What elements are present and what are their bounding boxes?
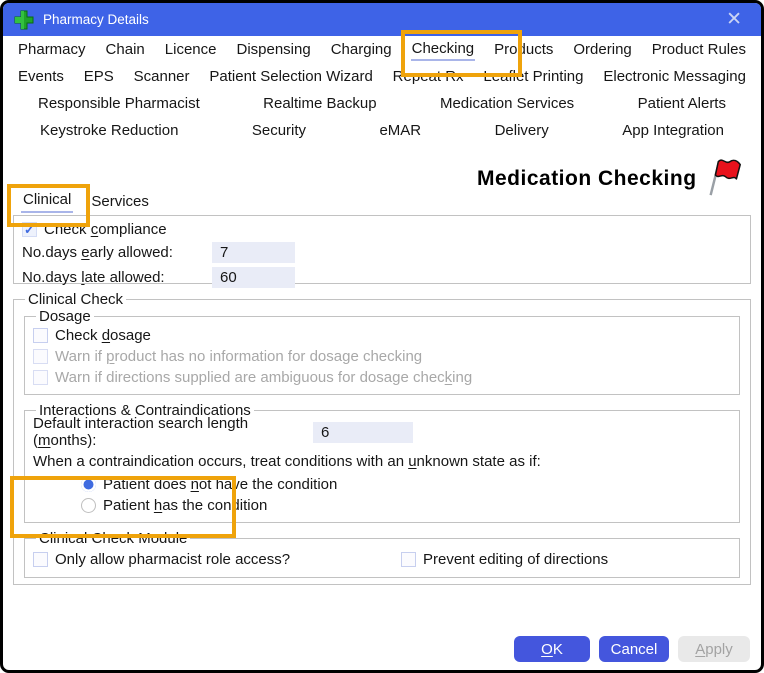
dosage-group [24,308,740,395]
tab-licence[interactable]: Licence [164,41,217,58]
subtab-clinical[interactable]: Clinical [21,189,73,213]
pharmacy-cross-icon [14,10,34,30]
dosage-legend: Dosage [39,308,91,325]
radio-selected-icon [81,477,96,492]
title-bar [3,3,761,36]
close-icon[interactable]: ✕ [726,9,742,30]
radio-not-have-condition[interactable] [81,474,731,495]
apply-button[interactable]: A pply [678,636,750,662]
tab-pharmacy[interactable]: Pharmacy [18,41,86,58]
prevent-editing-checkbox[interactable] [401,549,608,570]
radio-has-label: Patient has the condition [103,497,268,514]
annotation-text: Medication Checking [477,167,697,190]
tab-patient-selection-wizard[interactable]: Patient Selection Wizard [209,68,373,85]
check-compliance-label: Check compliance [44,221,167,238]
checkbox-unchecked-icon [33,328,48,343]
tab-responsible-pharmacist[interactable]: Responsible Pharmacist [38,95,200,112]
days-late-label: No.days late allowed: [22,269,165,286]
pharmacist-role-checkbox[interactable] [33,549,290,570]
tab-charging[interactable]: Charging [330,41,392,58]
contraindication-intro: When a contraindication occurs, treat conditions with an unknown state as if: [33,453,541,470]
tab-patient-alerts[interactable]: Patient Alerts [637,95,726,112]
warn-no-information-label: Warn if product has no information for dosage checking [55,348,423,365]
check-dosage-label: Check dosage [55,327,151,344]
tab-keystroke-reduction[interactable]: Keystroke Reduction [40,122,179,139]
days-early-row [22,240,742,265]
tab-row-3 [3,90,761,117]
tab-delivery[interactable]: Delivery [494,122,549,139]
tab-row-2 [3,63,761,90]
days-late-row [22,265,742,290]
tab-chain[interactable]: Chain [105,41,145,58]
tab-leaflet-printing[interactable]: Leaflet Printing [483,68,584,85]
days-late-input[interactable]: 60 [212,267,295,288]
interactions-group [24,402,740,523]
warn-ambiguous-label: Warn if directions supplied are ambiguous for dosage checking [55,369,473,386]
interactions-legend: Interactions & Contraindications [39,402,251,419]
tab-realtime-backup[interactable]: Realtime Backup [263,95,377,112]
medication-checking-annotation [477,160,745,198]
tab-repeat-rx[interactable]: Repeat Rx [392,68,464,85]
checkbox-unchecked-icon [33,552,48,567]
checkbox-unchecked-icon [33,349,48,364]
warn-no-information-checkbox [33,346,731,367]
tab-medication-services[interactable]: Medication Services [439,95,575,112]
tab-eps[interactable]: EPS [83,68,114,85]
window-title: Pharmacy Details [43,12,149,27]
tab-products[interactable]: Products [494,41,554,58]
clinical-check-module-legend: Clinical Check Module [39,530,188,547]
clinical-check-group [13,291,751,585]
prevent-editing-label: Prevent editing of directions [423,550,609,568]
tab-dispensing[interactable]: Dispensing [236,41,311,58]
tab-scanner[interactable]: Scanner [133,68,190,85]
tab-checking[interactable]: Checking [411,38,476,61]
tab-product-rules[interactable]: Product Rules [651,41,746,58]
red-flag-icon [703,156,745,198]
interaction-search-row [33,415,731,449]
interaction-search-label: Default interaction search length (months): [33,415,249,449]
pharmacist-role-label: Only allow pharmacist role access? [55,550,291,568]
tab-app-integration[interactable]: App Integration [622,122,724,139]
check-dosage-checkbox[interactable] [33,325,731,346]
tab-row-1 [3,36,761,63]
days-early-input[interactable]: 7 [212,242,295,263]
tab-emar[interactable]: eMAR [379,122,422,139]
warn-ambiguous-checkbox [33,367,731,388]
radio-unselected-icon [81,498,96,513]
radio-not-have-label: Patient does not have the condition [103,476,338,493]
tab-ordering[interactable]: Ordering [573,41,632,58]
checkbox-checked-icon: ✓ [22,222,37,237]
compliance-panel [13,215,751,284]
radio-has-condition[interactable] [81,495,731,516]
button-bar [514,636,750,662]
tab-electronic-messaging[interactable]: Electronic Messaging [603,68,746,85]
checkbox-unchecked-icon [401,552,416,567]
checkbox-unchecked-icon [33,370,48,385]
clinical-check-module-group [24,530,740,578]
tab-row-4 [3,117,761,144]
clinical-check-legend: Clinical Check [28,291,124,308]
check-compliance-checkbox[interactable] [22,219,742,240]
tab-security[interactable]: Security [251,122,307,139]
days-early-label: No.days early allowed: [22,244,173,261]
cancel-button[interactable]: Cancel [599,636,669,662]
subtab-services[interactable]: Services [91,193,149,210]
interaction-search-input[interactable]: 6 [313,422,413,443]
tab-events[interactable]: Events [18,68,64,85]
ok-button[interactable]: O K [514,636,590,662]
